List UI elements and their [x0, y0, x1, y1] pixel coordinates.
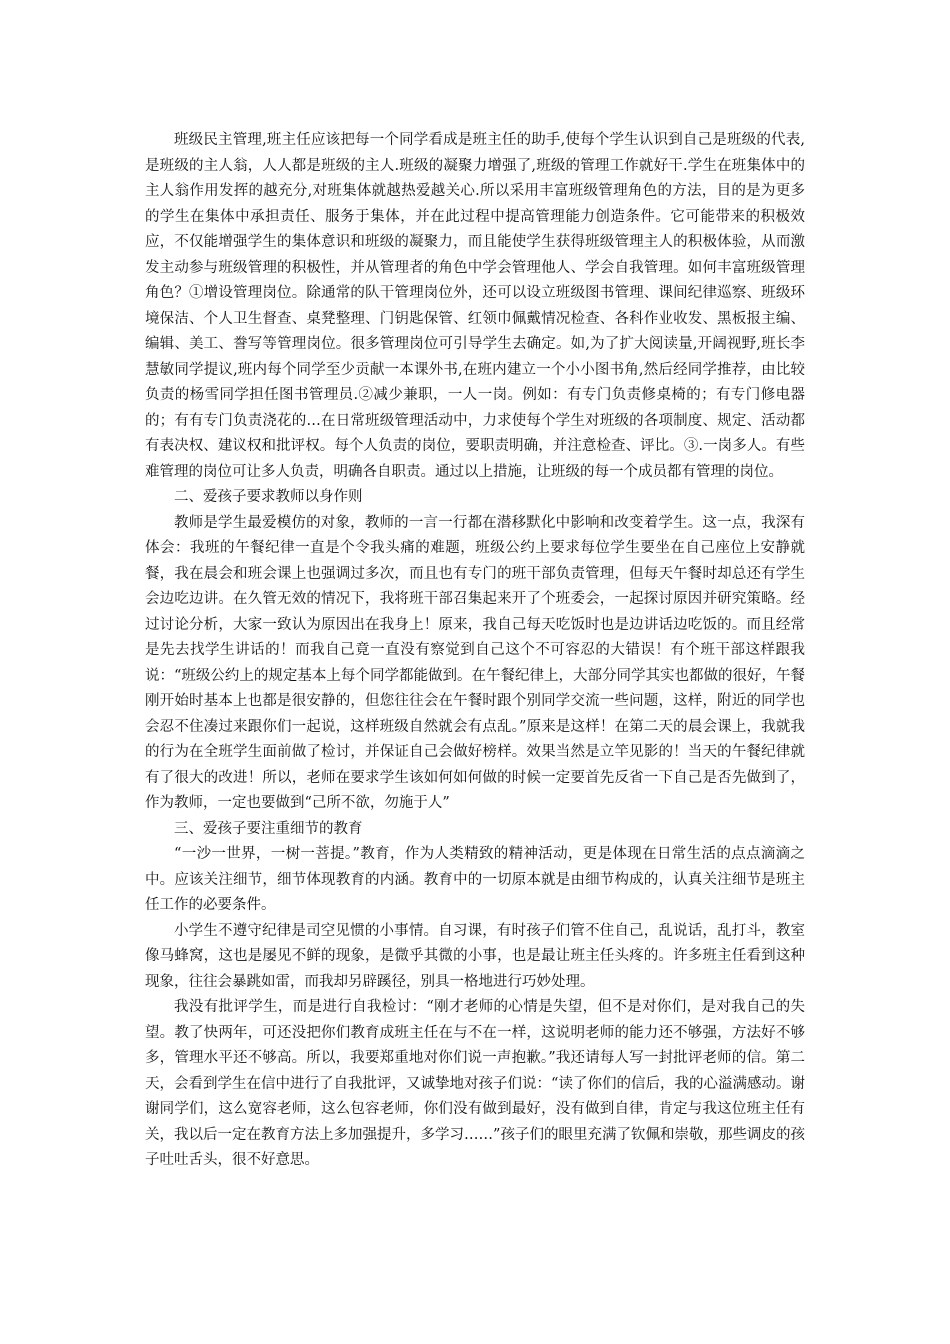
body-paragraph: “一沙一世界，一树一菩提。”教育，作为人类精致的精神活动，更是体现在日常生活的点点滴滴之中。应该关注细节，细节体现教育的内涵。教育中的一切原本就是由细节构成的，认真关注细节是班主任工作的必要条件。 [145, 846, 805, 913]
section-heading: 二、爱孩子要求教师以身作则 [174, 489, 363, 505]
body-paragraph: 班级民主管理,班主任应该把每一个同学看成是班主任的助手,使每个学生认识到自己是班级的代表,是班级的主人翁，人人都是班级的主人.班级的凝聚力增强了,班级的管理工作就好干.学生在班集体中的主人翁作用发挥的越充分,对班集体就越热爱越关心.所以采用丰富班级管理角色的方法，目的是为更多的学生在集体中承担责任、服务于集体，并在此过程中提高管理能力创造条件。它可能带来的积极效应，不仅能增强学生的集体意识和班级的凝聚力，而且能使学生获得班级管理主人的积极体验，从而激发主动参与班级管理的积极性，并从管理者的角色中学会管理他人、学会自我管理。如何丰富班级管理角色？①增设管理岗位。除通常的队干管理岗位外，还可以设立班级图书管理、课间纪律巡察、班级环境保洁、个人卫生督查、桌凳整理、门钥匙保管、红领巾佩戴情况检查、各科作业收发、黑板报主编、编辑、美工、誊写等管理岗位。很多管理岗位可引导学生去确定。如,为了扩大阅读量,开阔视野,班长李慧敏同学提议,班内每个同学至少贡献一本课外书,在班内建立一个小小图书角,然后经同学推荐，由比较负责的杨雪同学担任图书管理员.②减少兼职，一人一岗。例如：有专门负责修桌椅的；有专门修电器的；有有专门负责浇花的…在日常班级管理活动中，力求使每个学生对班级的各项制度、规定、活动都有表决权、建议权和批评权。每个人负责的岗位，要职责明确，并注意检查、评比。③.一岗多人。有些难管理的岗位可让多人负责，明确各自职责。通过以上措施，让班级的每一个成员都有管理的岗位。 [145, 132, 805, 480]
document-page [145, 128, 805, 1174]
section-heading: 三、爱孩子要注重细节的教育 [174, 820, 363, 837]
body-paragraph: 我没有批评学生，而是进行自我检讨：“刚才老师的心情是失望，但不是对你们，是对我自己的失望。教了快两年，可还没把你们教育成班主任在与不在一样，这说明老师的能力还不够强，方法好不够多，管理水平还不够高。所以，我要郑重地对你们说一声抱歉。”我还请每人写一封批评老师的信。第二天，会看到学生在信中进行了自我批评，又诚挚地对孩子们说：“读了你们的信后，我的心溢满感动。谢谢同学们，这么宽容老师，这么包容老师，你们没有做到最好，没有做到自律，肯定与我这位班主任有关，我以后一定在教育方法上多加强提升，多学习……”孩子们的眼里充满了钦佩和崇敬，那些调皮的孩子吐吐舌头，很不好意思。 [145, 999, 805, 1168]
body-paragraph: 教师是学生最爱模仿的对象，教师的一言一行都在潜移默化中影响和改变着学生。这一点，我深有体会：我班的午餐纪律一直是个令我头痛的难题，班级公约上要求每位学生要坐在自己座位上安静就餐，我在晨会和班会课上也强调过多次，而且也有专门的班干部负责管理，但每天午餐时却总还有学生会边吃边讲。在久管无效的情况下，我将班干部召集起来开了个班委会，一起探讨原因并研究策略。经过讨论分析，大家一致认为原因出在我身上！原来，我自己每天吃饭时也是边讲话边吃饭的。而且经常是先去找学生讲话的！而我自己竟一直没有察觉到自己这个不可容忍的大错误！有个班干部这样跟我说：“班级公约上的规定基本上每个同学都能做到。在午餐纪律上，大部分同学其实也都做的很好，午餐刚开始时基本上也都是很安静的，但您往往会在午餐时跟个别同学交流一些问题，这样，附近的同学也会忍不住凑过来跟你们一起说，这样班级自然就会有点乱。”原来是这样！在第二天的晨会课上，我就我的行为在全班学生面前做了检讨，并保证自己会做好榜样。效果当然是立竿见影的！当天的午餐纪律就有了很大的改进！所以，老师在要求学生该如何如何做的时候一定要首先反省一下自己是否先做到了，作为教师，一定也要做到“己所不欲，勿施于人” [145, 514, 805, 811]
body-paragraph: 小学生不遵守纪律是司空见惯的小事情。自习课，有时孩子们管不住自己，乱说话，乱打斗，教室像马蜂窝，这也是屡见不鲜的现象，是微乎其微的小事，也是最让班主任头疼的。许多班主任看到这种现象，往往会暴跳如雷，而我却另辟蹊径，别具一格地进行巧妙处理。 [145, 922, 805, 990]
